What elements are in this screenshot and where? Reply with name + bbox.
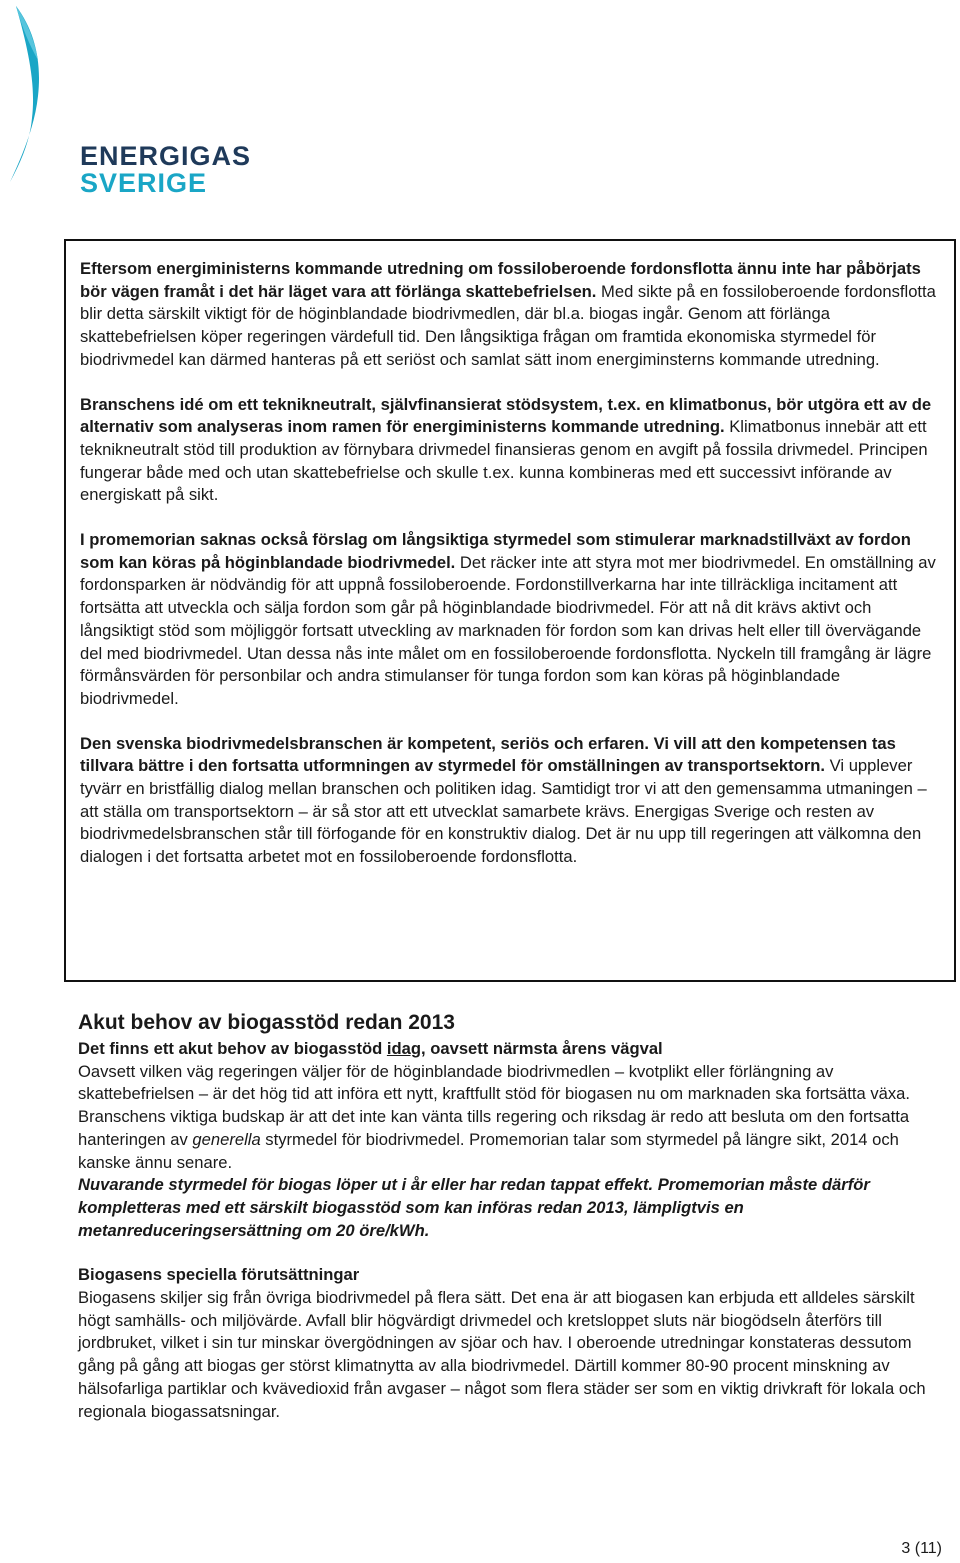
box-paragraph-4 [80,733,940,869]
bold-text: Den svenska biodrivmedelsbranschen är kompetent, seriös och erfaren. Vi vill att den kompetensen tas tillvara bättre i den fortsatta utformningen av styrmedel för omställningen av transportsektorn. [80,733,896,776]
underlined-word: idag [386,1039,421,1058]
italic-word: generella [192,1129,261,1149]
bold-text: Branschens idé om ett teknikneutralt, självfinansierat stödsystem, t.ex. en klimatbonus, bör utgöra ett av de alternativ som analyseras inom ramen för energiministerns kommande utredning. [80,394,932,437]
bold-italic-text: Nuvarande styrmedel för biogas löper ut i år eller har redan tappat effekt. Promemorian måste därför kompletteras med ett särskilt biogasstöd som kan införas redan 2013, lämpligtvis en metanreduceringsersättning om 20 öre/kWh. [78,1175,870,1240]
main-section [78,1008,950,1423]
logo-line-2: SVERIGE [80,168,208,198]
body-text: styrmedel för biodrivmedel. Promemorian talar som styrmedel på längre sikt, 2014 och kanske ännu senare. [78,1129,899,1172]
body-text: Vi upplever tyvärr en bristfällig dialog mellan branschen och politiken idag. Samtidigt tror vi att den gemensamma utmaningen – att ställa om transportsektorn – är så stor att ett utvecklat samarbete krävs. Energigas Sverige och resten av biodrivmedelsbranschen står till förfogande för en konstruktiv dialog. Det är nu upp till regeringen att välkomna den dialogen i det fortsatta arbetet mot en fossiloberoende fordonsflotta. [80,756,927,867]
logo-line-1: ENERGIGAS [80,141,252,171]
section-paragraph-2: Biogasens skiljer sig från övriga biodrivmedel på flera sätt. Det ena är att biogasen kan erbjuda ett alldeles särskilt högt samhälls- och miljövärde. Avfall blir högvärdigt drivmedel och kretsloppet sluts när biogödseln återförs till jordbruket, vilket i sin tur minskar övergödningen av sjöar och hav. I oberoende utredningar konstateras dessutom gång på gång att biogas ger störst klimatnytta av alla biodrivmedel. Därtill kommer 80-90 procent minskning av hälsofarliga partiklar och kvävedioxid från avgaser – något som flera städer ser som en viktig drivkraft för lokala och regionala biogassatsningar. [78,1288,926,1421]
summary-box [64,239,956,982]
body-text: Klimatbonus innebär att ett teknikneutralt stöd till produktion av förnybara drivmedel finansieras genom en avgift på fossila drivmedel. Principen fungerar både med och utan skattebefrielse och skulle t.ex. kunna kombineras med ett successivt införande av energiskatt på sikt. [80,417,928,505]
box-paragraph-3 [80,529,940,711]
body-text: Det räcker inte att styra mot mer biodrivmedel. En omställning av fordonsparken är nödvändig för att uppnå fossiloberoende. Fordonstillverkarna har inte tillräckliga incitament att fortsätta att utveckla och sälja fordon som går på höginblandade biodrivmedel. För att nå dit krävs aktivt och långsiktigt stöd som möjliggör fortsatt utveckling av marknaden för fordon som kan drivas helt eller till övervägande del med biodrivmedel. Utan dessa nås inte målet om en fossiloberoende fordonsflotta. Nyckeln till framgång är lägre förmånsvärden för personbilar och andra stimulanser för tunga fordon som kan köras på höginblandade biodrivmedel. [80,552,936,708]
section-paragraph-1 [78,1061,950,1243]
section-title: Akut behov av biogasstöd redan 2013 [78,1011,455,1034]
subheading-text: , oavsett närmsta årens vägval [421,1039,663,1058]
page-number: 3 (11) [901,1540,942,1557]
subheading-2: Biogasens speciella förutsättningar [78,1265,360,1285]
body-text: Oavsett vilken väg regeringen väljer för de höginblandade biodrivmedlen – kvotplikt eller förlängning av skattebefrielsen – är det hög tid att införa ett nytt, kraftfullt stöd för biogasen nu om marknaden ska fortsätta växa. Branschens viktiga budskap är att det inte kan vänta tills regering och riksdag är redo att besluta om den fortsatta hanteringen av [78,1061,910,1149]
box-paragraph-2 [80,394,940,508]
energigas-logo [0,0,252,200]
subheading-text: Det finns ett akut behov av biogasstöd [78,1039,387,1058]
subheading-1 [78,1038,950,1061]
body-text: Med sikte på en fossiloberoende fordonsflotta blir detta särskilt viktigt för de höginblandade biodrivmedlen, där bl.a. biogas ingår. Genom att förlänga skattebefrielsen köper regeringen värdefull tid. Den långsiktiga frågan om framtida ekonomiska styrmedel för biodrivmedel kan därmed hanteras på ett seriöst och samlat sätt inom energiminsterns kommande utredning. [80,281,936,369]
box-paragraph-1 [80,258,940,372]
bold-text: Eftersom energiministerns kommande utredning om fossiloberoende fordonsflotta ännu inte har påbörjats bör vägen framåt i det här läget vara att förlänga skattebefrielsen. [80,259,921,301]
bold-text: I promemorian saknas också förslag om långsiktiga styrmedel som stimulerar marknadstillväxt av fordon som kan köras på höginblandade biodrivmedel. [80,530,911,572]
